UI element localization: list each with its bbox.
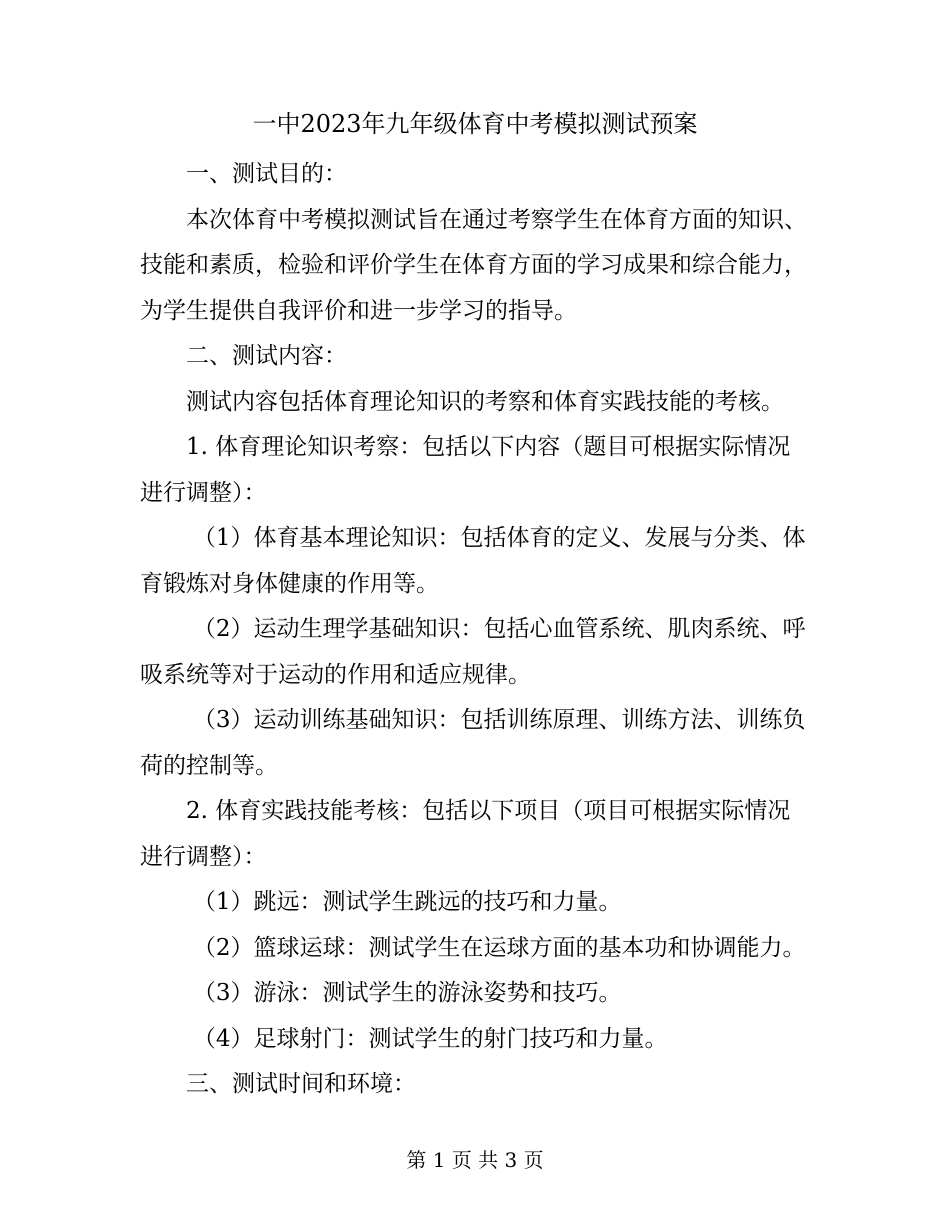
content-intro-paragraph: 测试内容包括体育理论知识的考察和体育实践技能的考核。 — [186, 388, 784, 415]
purpose-paragraph: 本次体育中考模拟测试旨在通过考察学生在体育方面的知识、技能和素质，检验和评价学生在体育方面的学习成果和综合能力，为学生提供自我评价和进一步学习的指导。 — [140, 206, 807, 324]
section-heading-purpose: 一、测试目的： — [186, 161, 347, 187]
theory-subitem-basic: （1）体育基本理论知识：包括体育的定义、发展与分类、体育锻炼对身体健康的作用等。 — [140, 525, 806, 597]
practice-subitem-swimming: （3）游泳：测试学生的游泳姿势和技巧。 — [192, 980, 622, 1006]
theory-subitem-training: （3）运动训练基础知识：包括训练原理、训练方法、训练负荷的控制等。 — [140, 707, 806, 779]
practice-subitem-basketball: （2）篮球运球：测试学生在运球方面的基本功和协调能力。 — [192, 934, 806, 961]
section-heading-time-environment: 三、测试时间和环境： — [186, 1071, 416, 1097]
practice-subitem-long-jump: （1）跳远：测试学生跳远的技巧和力量。 — [192, 889, 622, 915]
document-body — [140, 152, 810, 1108]
theory-knowledge-item: 1. 体育理论知识考察：包括以下内容（题目可根据实际情况进行调整）： — [140, 434, 791, 506]
section-heading-content: 二、测试内容： — [186, 343, 347, 369]
document-title: 一中2023年九年级体育中考模拟测试预案 — [252, 110, 698, 138]
practice-skills-item: 2. 体育实践技能考核：包括以下项目（项目可根据实际情况进行调整）： — [140, 798, 791, 870]
theory-subitem-physiology: （2）运动生理学基础知识：包括心血管系统、肌肉系统、呼吸系统等对于运动的作用和适应规律。 — [140, 616, 806, 688]
page-number-footer: 第 1 页 共 3 页 — [406, 1148, 544, 1172]
practice-subitem-football: （4）足球射门：测试学生的射门技巧和力量。 — [192, 1025, 668, 1052]
